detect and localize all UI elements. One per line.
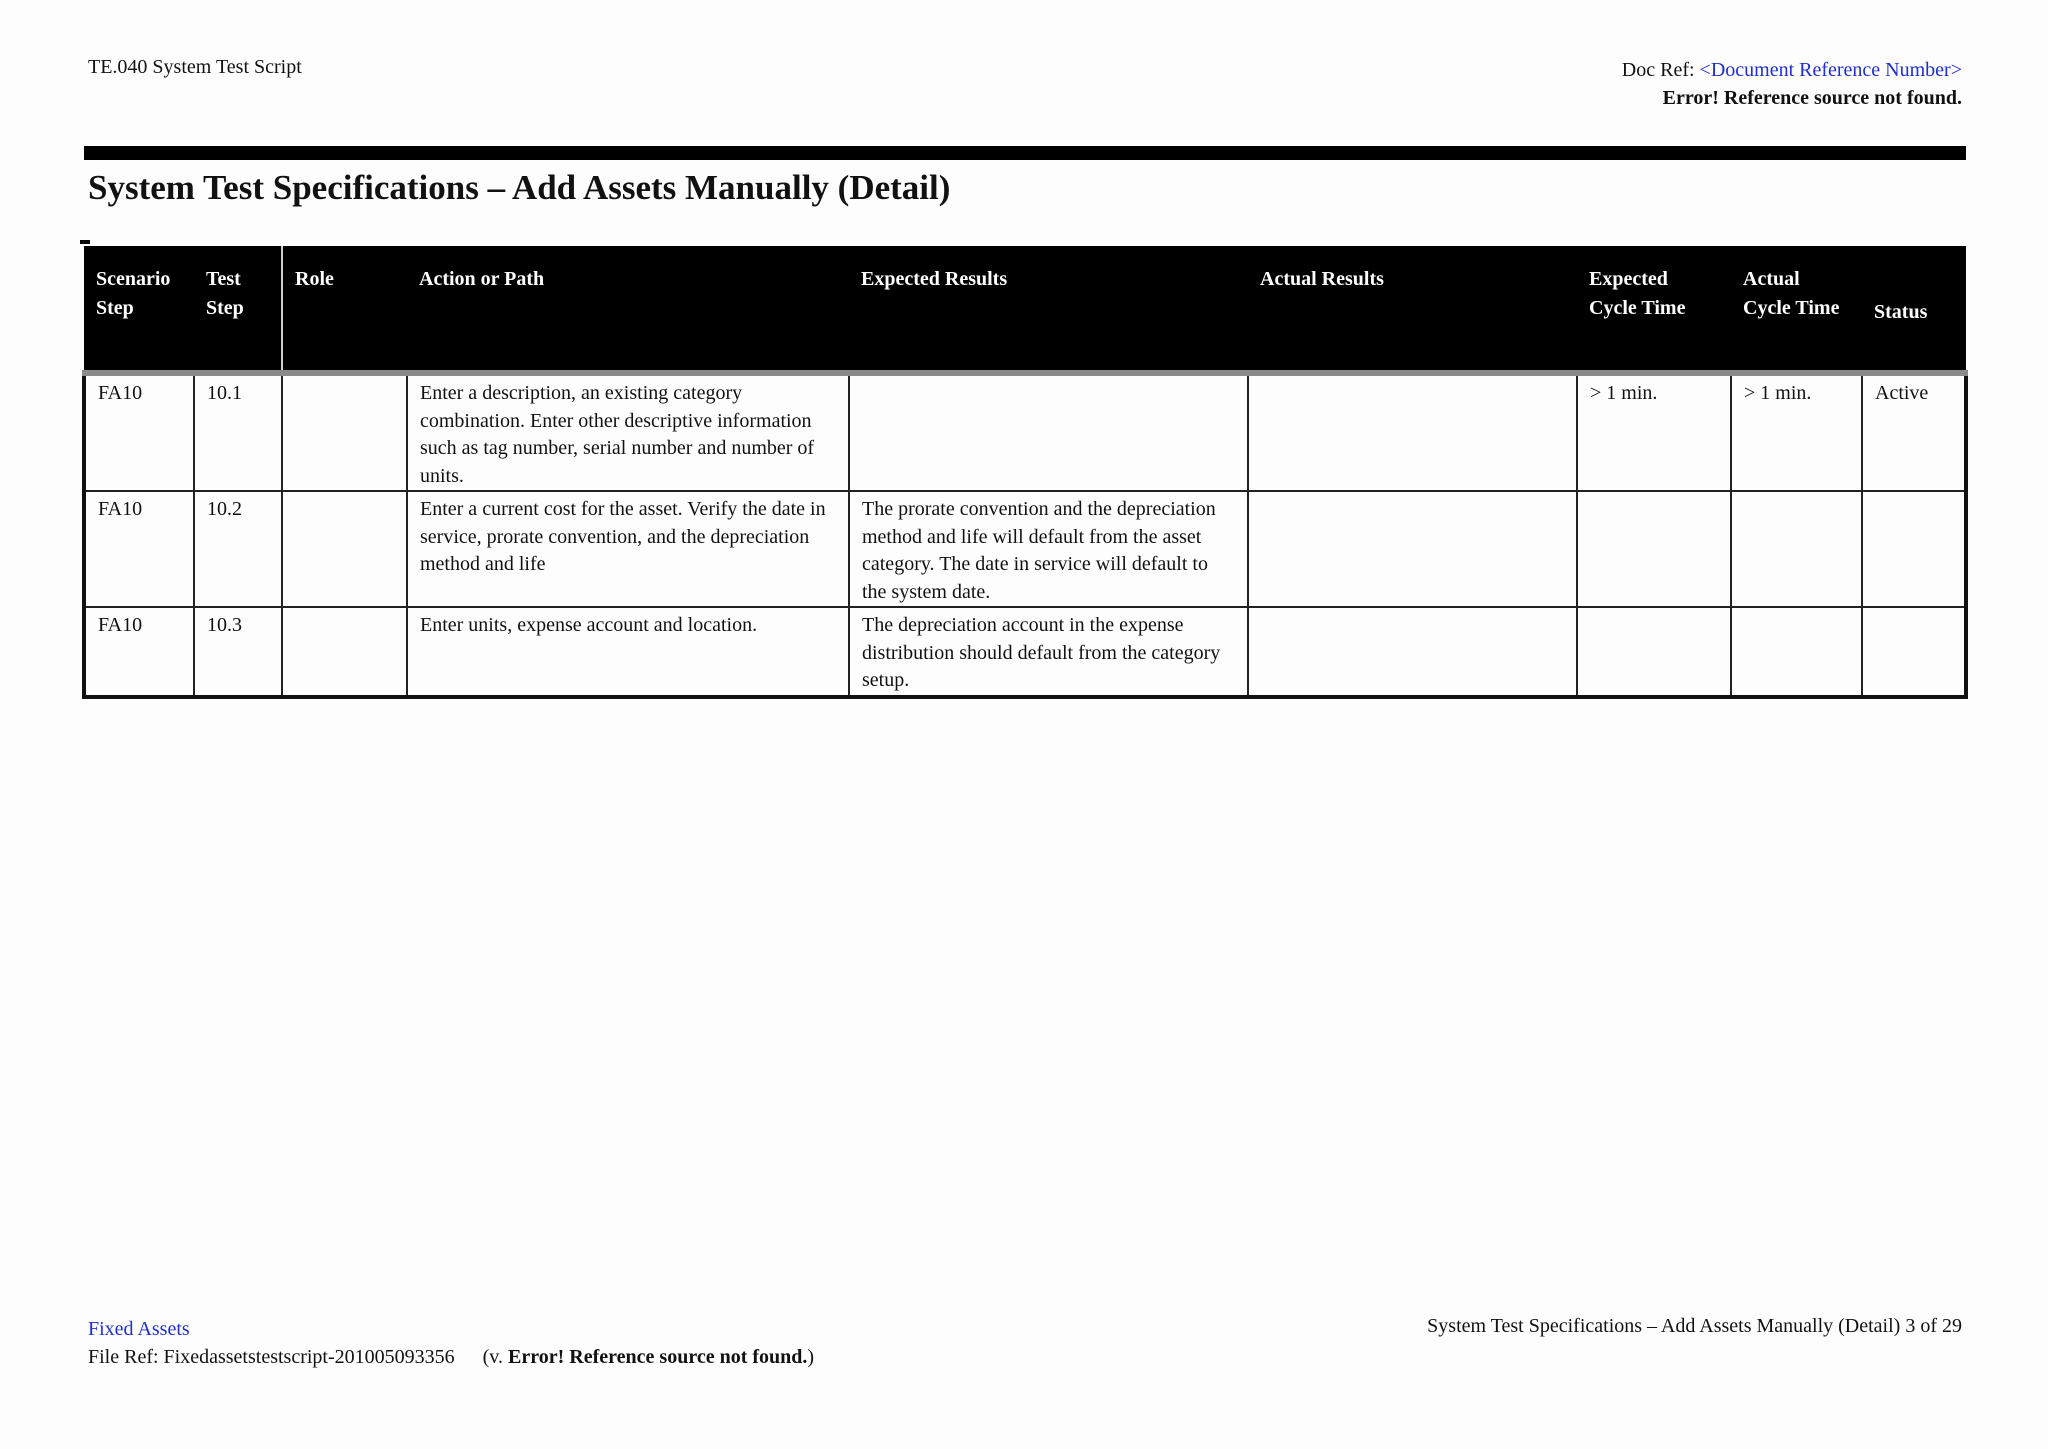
cell-action: Enter a current cost for the asset. Verify the date in service, prorate convention, and the depreciation method and life xyxy=(407,491,849,607)
cell-actual-results xyxy=(1248,373,1577,491)
col-header-actual-cycle-time: Actual Cycle Time xyxy=(1731,246,1862,373)
header-doc-ref xyxy=(1622,56,1962,112)
cell-status xyxy=(1862,491,1966,607)
footer-fixed-assets-link[interactable]: Fixed Assets xyxy=(88,1318,190,1340)
cell-test-step: 10.2 xyxy=(194,491,282,607)
cell-actual-results xyxy=(1248,491,1577,607)
cell-expected-cycle-time xyxy=(1577,607,1731,697)
cell-scenario-step: FA10 xyxy=(84,373,194,491)
cell-test-step: 10.3 xyxy=(194,607,282,697)
cell-role xyxy=(282,491,407,607)
cell-role xyxy=(282,373,407,491)
footer-left xyxy=(88,1315,814,1371)
doc-ref-line xyxy=(1622,56,1962,84)
table-row xyxy=(84,607,1966,697)
cell-status xyxy=(1862,607,1966,697)
col-header-action: Action or Path xyxy=(407,246,849,373)
test-spec-table xyxy=(82,246,1968,699)
cell-status: Active xyxy=(1862,373,1966,491)
footer-file-ref-line xyxy=(88,1343,814,1371)
footer-version-prefix: (v. xyxy=(482,1346,509,1368)
anchor-mark xyxy=(80,240,90,244)
cell-role xyxy=(282,607,407,697)
header-error-line: Error! Reference source not found. xyxy=(1662,87,1962,109)
doc-ref-link[interactable]: <Document Reference Number> xyxy=(1699,59,1962,81)
col-header-actual-results: Actual Results xyxy=(1248,246,1577,373)
cell-actual-results xyxy=(1248,607,1577,697)
col-header-scenario-step: Scenario Step xyxy=(84,246,194,373)
col-header-role: Role xyxy=(282,246,407,373)
header-rule xyxy=(84,146,1966,160)
page-title: System Test Specifications – Add Assets Manually (Detail) xyxy=(88,168,951,207)
col-header-expected-cycle-time: Expected Cycle Time xyxy=(1577,246,1731,373)
col-header-expected-results: Expected Results xyxy=(849,246,1248,373)
cell-scenario-step: FA10 xyxy=(84,607,194,697)
table-row xyxy=(84,491,1966,607)
table-row xyxy=(84,373,1966,491)
header-doc-title: TE.040 System Test Script xyxy=(88,56,302,78)
cell-action: Enter units, expense account and location. xyxy=(407,607,849,697)
cell-actual-cycle-time xyxy=(1731,607,1862,697)
cell-expected-cycle-time: > 1 min. xyxy=(1577,373,1731,491)
col-header-status: Status xyxy=(1862,246,1966,373)
cell-action: Enter a description, an existing category combination. Enter other descriptive information such as tag number, serial number and number of units. xyxy=(407,373,849,491)
footer-file-ref: File Ref: Fixedassetstestscript-201005093356 xyxy=(88,1346,455,1368)
cell-scenario-step: FA10 xyxy=(84,491,194,607)
cell-actual-cycle-time: > 1 min. xyxy=(1731,373,1862,491)
footer-page-info: System Test Specifications – Add Assets Manually (Detail) 3 of 29 xyxy=(1427,1315,1962,1337)
cell-expected-results xyxy=(849,373,1248,491)
cell-expected-results: The prorate convention and the depreciation method and life will default from the asset category. The date in service will default to the system date. xyxy=(849,491,1248,607)
cell-test-step: 10.1 xyxy=(194,373,282,491)
footer-version-error: Error! Reference source not found. xyxy=(508,1346,808,1368)
table-header-row xyxy=(84,246,1966,373)
footer-version-suffix: ) xyxy=(807,1346,815,1368)
cell-actual-cycle-time xyxy=(1731,491,1862,607)
cell-expected-cycle-time xyxy=(1577,491,1731,607)
doc-ref-label: Doc Ref: xyxy=(1621,59,1700,81)
cell-expected-results: The depreciation account in the expense distribution should default from the category setup. xyxy=(849,607,1248,697)
col-header-test-step: Test Step xyxy=(194,246,282,373)
